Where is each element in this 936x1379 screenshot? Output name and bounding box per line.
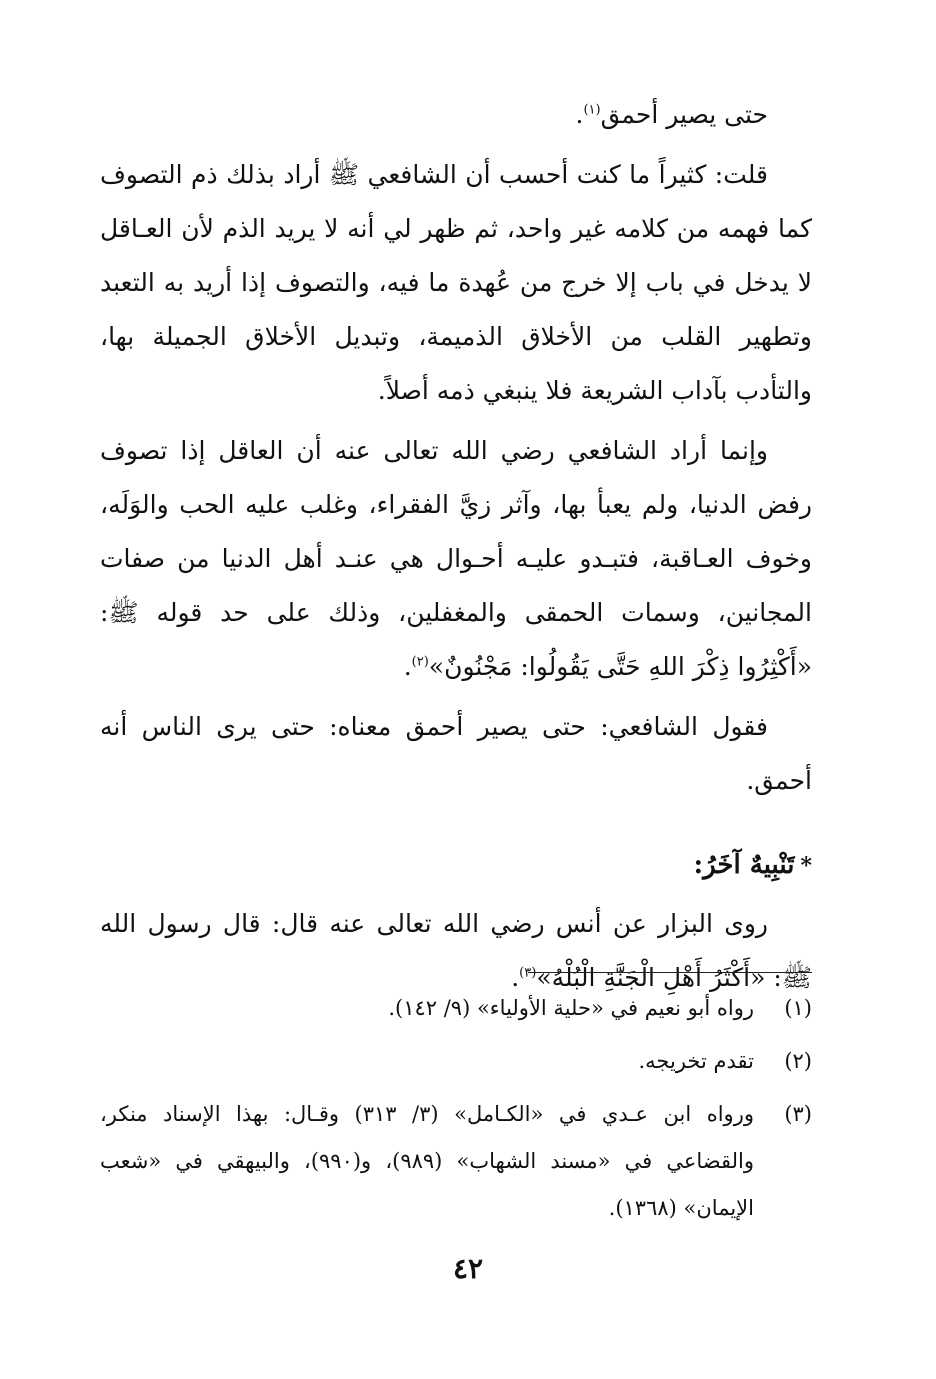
main-text bbox=[100, 88, 812, 1005]
footnote-1-text: رواه أبو نعيم في «حلية الأولياء» (٩/ ١٤٢). bbox=[388, 996, 754, 1020]
footnote-ref-3[interactable]: (٣) bbox=[519, 965, 537, 981]
footnote-3-text: ورواه ابن عـدي في «الكـامل» (٣/ ٣١٣) وقـال: بهذا الإسناد منكر، والقضاعي في «مسند الشهاب» (٩٨٩)، و(٩٩٠)، والبيهقي في «شعب الإيمان» (١٣٦٨). bbox=[100, 1102, 754, 1220]
paragraph-1-text: حتى يصير أحمق bbox=[600, 100, 768, 129]
paragraph-5-tail: . bbox=[511, 963, 520, 992]
paragraph-2-text: قلت: كثيراً ما كنت أحسب أن الشافعي ﷺ أراد بذلك ذم التصوف كما فهمه من كلامه غير واحد، ثم ظهر لي أنه لا يريد الذم لأن العـاقل لا يدخل في باب إلا خرج من عُهدة ما فيه، والتصوف إذا أريد به التعبد وتطهير القلب من الأخلاق الذميمة، وتبديل الأخلاق الجميلة بها، والتأدب بآداب الشريعة فلا ينبغي ذمه أصلاً. bbox=[100, 160, 812, 405]
footnote-3 bbox=[100, 1091, 812, 1232]
footnote-1-number: (١) bbox=[784, 996, 812, 1020]
paragraph-3 bbox=[100, 424, 812, 694]
paragraph-2 bbox=[100, 148, 812, 418]
footnote-2 bbox=[100, 1038, 812, 1085]
footnote-ref-1[interactable]: (١) bbox=[583, 102, 601, 118]
star-bullet-icon: * bbox=[800, 853, 812, 879]
paragraph-3-text: وإنما أراد الشافعي رضي الله تعالى عنه أن العاقل إذا تصوف رفض الدنيا، ولم يعبأ بها، وآثر زيَّ الفقراء، وغلب عليه الحب والوَلَه، وخوف العـاقبة، فتبـدو عليـه أحـوال هي عنـد أهل الدنيا من صفات المجانين، وسمات الحمقى والمغفلين، وذلك على حد قوله ﷺ: «أَكْثِرُوا ذِكْرَ اللهِ حَتَّى يَقُولُوا: مَجْنُونٌ» bbox=[100, 436, 812, 681]
section-heading-text: تَنْبِيهٌ آخَرُ: bbox=[693, 850, 795, 880]
footnote-divider bbox=[528, 972, 812, 973]
paragraph-1 bbox=[100, 88, 812, 142]
page-number: ٤٢ bbox=[452, 1252, 484, 1285]
footnote-3-number: (٣) bbox=[784, 1102, 812, 1126]
paragraph-3-tail: . bbox=[403, 652, 412, 681]
paragraph-1-tail: . bbox=[575, 100, 584, 129]
paragraph-4 bbox=[100, 700, 812, 808]
footnote-1 bbox=[100, 985, 812, 1032]
footnote-2-number: (٢) bbox=[784, 1049, 812, 1073]
footnote-ref-2[interactable]: (٢) bbox=[411, 654, 429, 670]
section-heading bbox=[100, 838, 812, 893]
paragraph-5-text: روى البزار عن أنس رضي الله تعالى عنه قال: قال رسول الله ﷺ: «أَكْثَرُ أَهْلِ الْجَنَّةِ الْبُلْهُ» bbox=[100, 909, 812, 992]
footnotes bbox=[100, 985, 812, 1232]
footnote-2-text: تقدم تخريجه. bbox=[638, 1049, 754, 1073]
paragraph-4-text: فقول الشافعي: حتى يصير أحمق معناه: حتى يرى الناس أنه أحمق. bbox=[100, 712, 812, 795]
